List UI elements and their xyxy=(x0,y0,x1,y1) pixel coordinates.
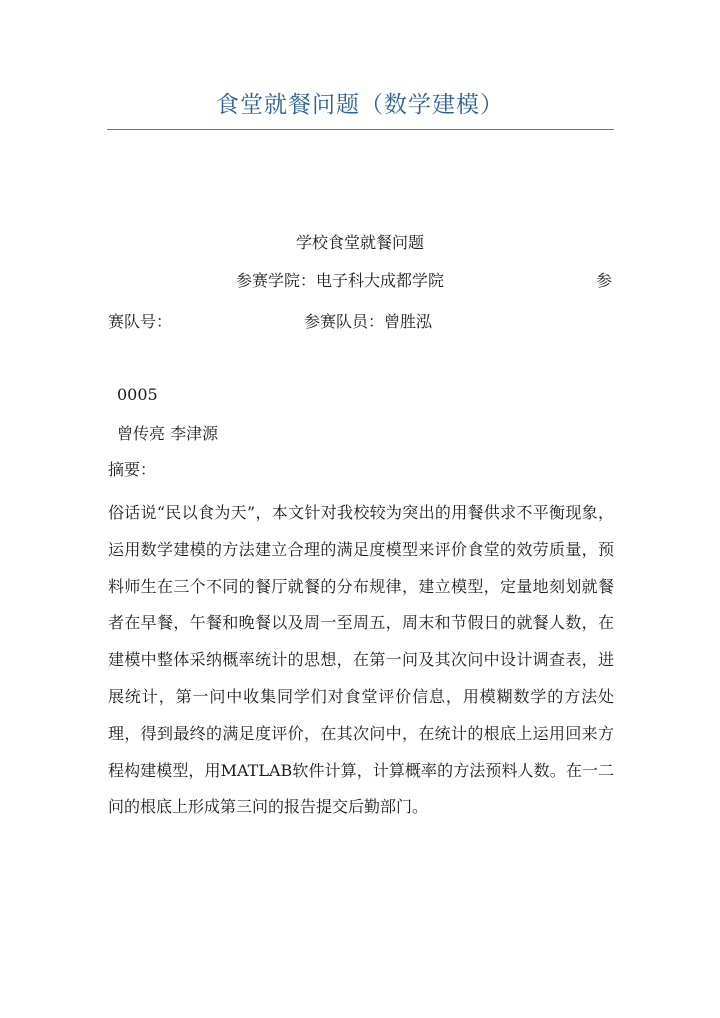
paper-title: 学校食堂就餐问题 xyxy=(295,233,424,252)
college-line: 参赛学院：电子科大成都学院 xyxy=(236,271,445,290)
team-label-end: 赛队号： xyxy=(108,312,173,331)
team-label-start: 参 xyxy=(596,271,613,290)
abstract-label: 摘要： xyxy=(108,460,157,479)
members-continued: 曾传亮 李津源 xyxy=(117,424,219,443)
team-number: 0005 xyxy=(117,385,158,404)
header-divider xyxy=(107,129,614,130)
document-header-title: 食堂就餐问题（数学建模） xyxy=(216,92,504,118)
members-line: 参赛队员：曾胜泓 xyxy=(304,312,433,331)
abstract-paragraph: 俗话说“民以食为天”，本文针对我校较为突出的用餐供求不平衡现象，运用数学建模的方法建立合理的满足度模型来评价食堂的效劳质量，预料师生在三个不同的餐厅就餐的分布规律，建立模型，定量地刻划就餐者在早餐，午餐和晚餐以及周一至周五，周末和节假日的就餐人数，在建模中整体采纳概率统计的思想，在第一问及其次问中设计调查表，进展统计，第一问中收集同学们对食堂评价信息，用模糊数学的方法处理，得到最终的满足度评价，在其次问中，在统计的根底上运用回来方程构建模型，用MATLAB软件计算，计算概率的方法预料人数。在一二问的根底上形成第三问的报告提交后勤部门。 xyxy=(108,503,614,817)
